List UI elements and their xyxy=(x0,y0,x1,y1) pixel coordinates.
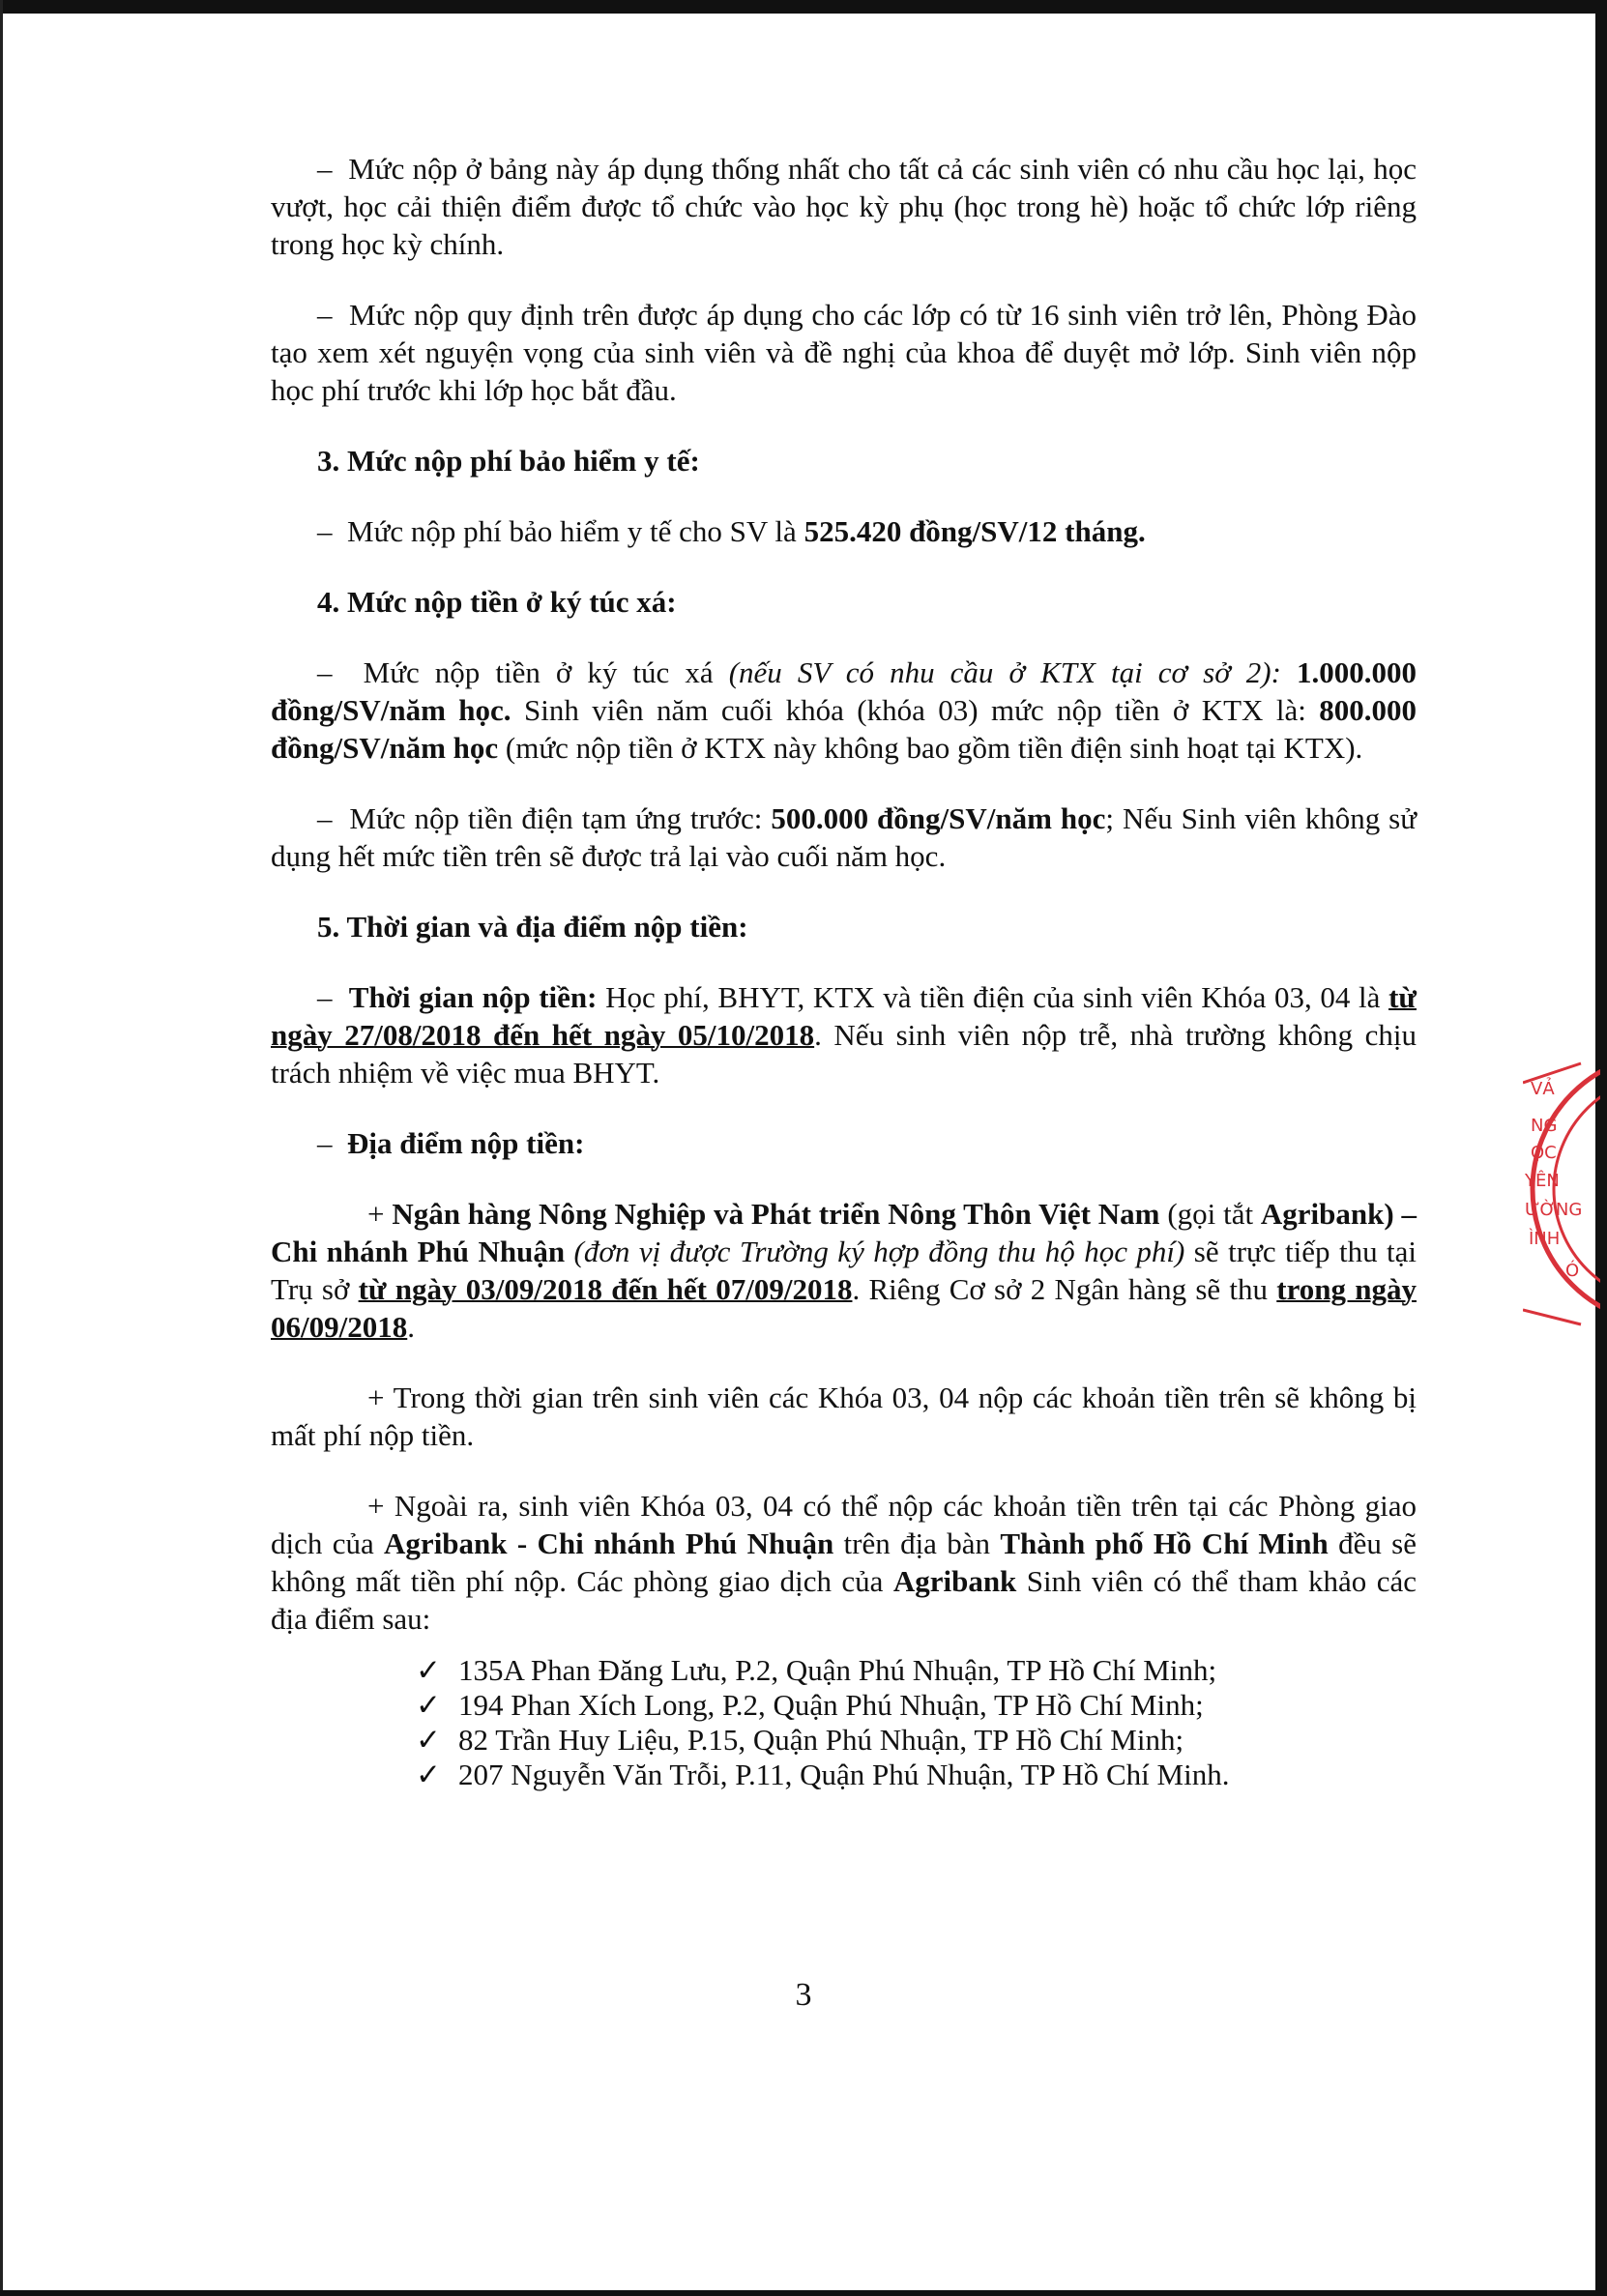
paragraph-payment-place: – Địa điểm nộp tiền: xyxy=(317,1126,585,1160)
list-item xyxy=(416,1653,1417,1688)
bank-branch: Agribank) – Chi nhánh Phú Nhuận xyxy=(271,1197,1417,1268)
list-item xyxy=(416,1758,1417,1792)
scan-border-bottom xyxy=(0,2290,1607,2296)
text: (gọi tắt xyxy=(1159,1197,1261,1231)
paragraph-retake-fees: – Mức nộp ở bảng này áp dụng thống nhất cho tất cả các sinh viên có nhu cầu học lại, học vượt, học cải thiện điểm được tổ chức vào học kỳ phụ (học trong hè) hoặc tổ chức lớp riêng trong học kỳ chính. xyxy=(271,152,1417,261)
heading-health-insurance: 3. Mức nộp phí bảo hiểm y tế: xyxy=(317,444,700,478)
paragraph-other-branches: + Ngoài ra, sinh viên Khóa 03, 04 có thể nộp các khoản tiền trên tại các Phòng giao dịch của Agribank - Chi nhánh Phú Nhuận trên địa bàn Thành phố Hồ Chí Minh đều sẽ không mất tiền phí nộp. Các phòng giao dịch của Agribank Sinh viên có thể tham khảo các địa điểm sau: xyxy=(271,1489,1417,1636)
bank-note: (đơn vị được Trường ký hợp đồng thu hộ học phí) xyxy=(565,1235,1185,1268)
branch-address: 82 Trần Huy Liệu, P.15, Quận Phú Nhuận, TP Hồ Chí Minh; xyxy=(458,1723,1184,1757)
scan-border-left xyxy=(0,0,3,2296)
text: Mức nộp tiền ở ký túc xá xyxy=(363,655,729,689)
text: Ngoài ra, sinh viên Khóa 03, 04 có thể nộp các khoản tiền trên tại các Phòng giao dịch của xyxy=(271,1489,1417,1560)
text: Sinh viên có thể tham khảo các địa điểm sau: xyxy=(271,1564,1417,1636)
seal-text: VẢ xyxy=(1531,1079,1555,1099)
paragraph-health-insurance: – Mức nộp phí bảo hiểm y tế cho SV là 525.420 đồng/SV/12 tháng. xyxy=(317,514,1146,548)
paragraph-payment-time: – Thời gian nộp tiền: Học phí, BHYT, KTX và tiền điện của sinh viên Khóa 03, 04 là từ ngày 27/08/2018 đến hết ngày 05/10/2018. Nếu sinh viên nộp trễ, nhà trường không chịu trách nhiệm về việc mua BHYT. xyxy=(271,980,1417,1090)
bank-dates: từ ngày 03/09/2018 đến hết 07/09/2018 xyxy=(358,1272,853,1306)
branch-address: 135A Phan Đăng Lưu, P.2, Quận Phú Nhuận, TP Hồ Chí Minh; xyxy=(458,1653,1217,1687)
text: . Nếu sinh viên nộp trễ, nhà trường không chịu trách nhiệm về việc mua BHYT. xyxy=(271,1018,1417,1090)
seal-text: NG xyxy=(1531,1116,1558,1136)
seal-text: ÌNH xyxy=(1529,1229,1561,1249)
dormitory-amount: 1.000.000 đồng/SV/năm học. xyxy=(271,655,1417,727)
text: . Riêng Cơ sở 2 Ngân hàng sẽ thu xyxy=(852,1272,1277,1306)
text: Mức nộp phí bảo hiểm y tế cho SV là xyxy=(347,514,804,548)
payment-place-label: Địa điểm nộp tiền: xyxy=(347,1126,585,1160)
list-item xyxy=(416,1723,1417,1758)
paragraph-class-minimum: – Mức nộp quy định trên được áp dụng cho các lớp có từ 16 sinh viên trở lên, Phòng Đào tạo xem xét nguyện vọng của sinh viên và đề nghị của khoa để duyệt mở lớp. Sinh viên nộp học phí trước khi lớp học bắt đầu. xyxy=(271,298,1417,407)
page-number: 3 xyxy=(795,1977,812,2013)
payment-time-label: Thời gian nộp tiền: xyxy=(348,980,598,1014)
paragraph-no-fee: + Trong thời gian trên sinh viên các Khóa 03, 04 nộp các khoản tiền trên sẽ không bị mất phí nộp tiền. xyxy=(271,1381,1417,1452)
seal-text: ƯỜNG xyxy=(1525,1200,1583,1220)
checkmark-icon: ✓ xyxy=(416,1758,441,1791)
seal-text: Ó xyxy=(1565,1261,1580,1281)
text: Mức nộp ở bảng này áp dụng thống nhất cho tất cả các sinh viên có nhu cầu học lại, học vượt, học cải thiện điểm được tổ chức vào học kỳ phụ (học trong hè) hoặc tổ chức lớp riêng trong học kỳ chính. xyxy=(271,152,1417,261)
bank-branch: Agribank - Chi nhánh Phú Nhuận xyxy=(384,1526,834,1560)
paragraph-dormitory: – Mức nộp tiền ở ký túc xá (nếu SV có nhu cầu ở KTX tại cơ sở 2): 1.000.000 đồng/SV/năm học. Sinh viên năm cuối khóa (khóa 03) mức nộp tiền ở KTX là: 800.000 đồng/SV/năm học (mức nộp tiền ở KTX này không bao gồm tiền điện sinh hoạt tại KTX). xyxy=(271,655,1417,765)
text: ; Nếu Sinh viên không sử dụng hết mức tiền trên sẽ được trả lại vào cuối năm học. xyxy=(271,801,1417,873)
city-name: Thành phố Hồ Chí Minh xyxy=(1000,1526,1329,1560)
text: . xyxy=(407,1310,415,1344)
branch-address: 194 Phan Xích Long, P.2, Quận Phú Nhuận, TP Hồ Chí Minh; xyxy=(458,1688,1204,1722)
electricity-amount: 500.000 đồng/SV/năm học xyxy=(771,801,1106,835)
payment-dates: từ ngày 27/08/2018 đến hết ngày 05/10/2018 xyxy=(271,980,1417,1052)
paragraph-agribank: + Ngân hàng Nông Nghiệp và Phát triển Nông Thôn Việt Nam (gọi tắt Agribank) – Chi nhánh Phú Nhuận (đơn vị được Trường ký hợp đồng thu hộ học phí) sẽ trực tiếp thu tại Trụ sở từ ngày 03/09/2018 đến hết 07/09/2018. Riêng Cơ sở 2 Ngân hàng sẽ thu trong ngày 06/09/2018. xyxy=(271,1197,1417,1344)
branch-list xyxy=(416,1653,1417,1792)
seal-text: ỌC xyxy=(1531,1143,1557,1163)
dormitory-condition: (nếu SV có nhu cầu ở KTX tại cơ sở 2): xyxy=(728,655,1281,689)
checkmark-icon: ✓ xyxy=(416,1723,441,1757)
text: Học phí, BHYT, KTX và tiền điện của sinh viên Khóa 03, 04 là xyxy=(597,980,1389,1014)
bank-name: Ngân hàng Nông Nghiệp và Phát triển Nông Thôn Việt Nam xyxy=(392,1197,1160,1231)
checkmark-icon: ✓ xyxy=(416,1688,441,1722)
campus2-date: trong ngày 06/09/2018 xyxy=(271,1272,1417,1344)
scan-border-top xyxy=(0,0,1607,14)
text: Trong thời gian trên sinh viên các Khóa 03, 04 nộp các khoản tiền trên sẽ không bị mất phí nộp tiền. xyxy=(271,1381,1417,1452)
text: Sinh viên năm cuối khóa (khóa 03) mức nộp tiền ở KTX là: xyxy=(511,693,1320,727)
text: Mức nộp quy định trên được áp dụng cho các lớp có từ 16 sinh viên trở lên, Phòng Đào tạo xem xét nguyện vọng của sinh viên và đề nghị của khoa để duyệt mở lớp. Sinh viên nộp học phí trước khi lớp học bắt đầu. xyxy=(271,298,1417,407)
heading-time-place: 5. Thời gian và địa điểm nộp tiền: xyxy=(317,910,748,944)
text: đều sẽ không mất tiền phí nộp. Các phòng giao dịch của xyxy=(271,1526,1417,1598)
checkmark-icon: ✓ xyxy=(416,1653,441,1687)
text: Mức nộp tiền điện tạm ứng trước: xyxy=(349,801,772,835)
heading-dormitory: 4. Mức nộp tiền ở ký túc xá: xyxy=(317,585,677,619)
text: sẽ trực tiếp thu tại Trụ sở xyxy=(271,1235,1417,1306)
insurance-amount: 525.420 đồng/SV/12 tháng. xyxy=(804,514,1146,548)
dormitory-amount-final-year: 800.000 đồng/SV/năm học xyxy=(271,693,1417,765)
paragraph-electricity: – Mức nộp tiền điện tạm ứng trước: 500.000 đồng/SV/năm học; Nếu Sinh viên không sử dụng hết mức tiền trên sẽ được trả lại vào cuối năm học. xyxy=(271,801,1417,873)
list-item xyxy=(416,1688,1417,1723)
seal-stamp-graphic xyxy=(1523,1044,1600,1334)
text: (mức nộp tiền ở KTX này không bao gồm tiền điện sinh hoạt tại KTX). xyxy=(498,731,1363,765)
seal-text: YÊN xyxy=(1525,1171,1560,1191)
text: trên địa bàn xyxy=(833,1526,1001,1560)
document-body xyxy=(271,150,1417,1792)
bank-short-name: Agribank xyxy=(892,1564,1017,1598)
branch-address: 207 Nguyễn Văn Trỗi, P.11, Quận Phú Nhuận, TP Hồ Chí Minh. xyxy=(458,1758,1230,1791)
seal-stamp-icon xyxy=(1523,1044,1600,1334)
